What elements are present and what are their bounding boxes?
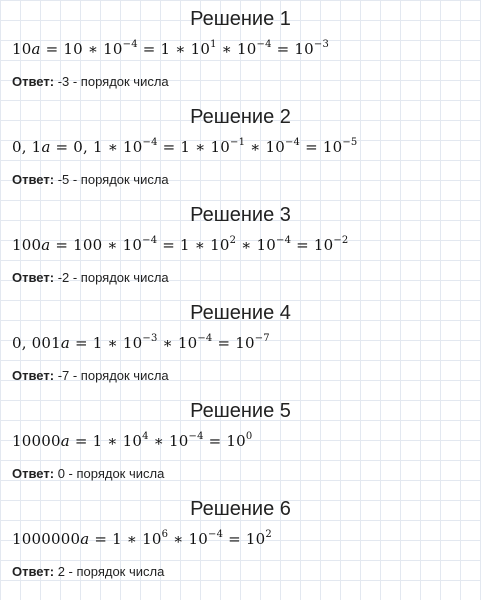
formula-exponent: −3 <box>142 333 158 344</box>
formula-text: = 1 ∗ 10 <box>70 334 143 352</box>
formula-exponent: −4 <box>142 235 158 246</box>
formula-variable: a <box>41 236 51 254</box>
formula-exponent: −3 <box>313 39 330 50</box>
formula-variable: a <box>31 40 41 58</box>
solution-title: Решение 6 <box>190 498 291 520</box>
formula-text: = 10 <box>223 530 266 548</box>
formula-text: 100 <box>12 236 42 254</box>
solution-title: Решение 5 <box>190 400 291 422</box>
answer-suffix: - порядок числа <box>69 368 169 383</box>
formula-text: = 0, 1 ∗ 10 <box>50 138 143 156</box>
formula-text: 10 <box>12 40 32 58</box>
solution-1 <box>0 6 481 104</box>
answer-value: 2 <box>57 564 65 579</box>
answer-line <box>12 368 169 383</box>
answer-label: Ответ: <box>12 564 55 579</box>
formula-text: 0, 1 <box>12 138 42 156</box>
formula-variable: a <box>60 334 71 352</box>
formula-exponent: 2 <box>265 529 272 540</box>
answer-suffix: - порядок числа <box>64 466 165 481</box>
formula-exponent: −1 <box>229 137 246 148</box>
solution-formula <box>12 236 349 254</box>
answer-line <box>12 564 164 579</box>
formula-exponent: −5 <box>342 137 358 148</box>
formula-text: 0, 001 <box>12 334 61 352</box>
answer-suffix: - порядок числа <box>69 270 169 285</box>
formula-text: = 1 ∗ 10 <box>89 530 162 548</box>
answer-line <box>12 74 169 89</box>
answer-line <box>12 270 169 285</box>
formula-exponent: −4 <box>188 431 204 442</box>
formula-variable: a <box>80 530 90 548</box>
formula-text: ∗ 10 <box>236 236 276 254</box>
formula-text: = 10 <box>203 432 246 450</box>
formula-text: 1000000 <box>12 530 81 548</box>
formula-variable: a <box>60 432 70 450</box>
formula-exponent: −4 <box>256 39 272 50</box>
answer-suffix: - порядок числа <box>64 564 165 579</box>
formula-exponent: −7 <box>254 333 270 344</box>
solution-formula <box>12 432 252 450</box>
formula-exponent: 1 <box>210 39 217 50</box>
answer-value: -3 <box>57 74 70 89</box>
formula-text: = 1 ∗ 10 <box>157 138 230 156</box>
formula-text: = 1 ∗ 10 <box>137 40 211 58</box>
formula-text: = 10 <box>291 236 334 254</box>
formula-text: ∗ 10 <box>148 432 189 450</box>
formula-text: = 100 ∗ 10 <box>50 236 143 254</box>
formula-exponent: 2 <box>229 235 237 246</box>
answer-label: Ответ: <box>12 466 55 481</box>
formula-exponent: −4 <box>208 529 224 540</box>
solution-title: Решение 3 <box>190 204 291 226</box>
formula-text: = 1 ∗ 10 <box>157 236 230 254</box>
formula-text: 10000 <box>12 432 61 450</box>
answer-label: Ответ: <box>12 270 55 285</box>
formula-exponent: −2 <box>333 235 349 246</box>
formula-exponent: −4 <box>197 333 213 344</box>
formula-variable: a <box>41 138 51 156</box>
solution-formula <box>12 334 270 352</box>
formula-text: ∗ 10 <box>157 334 198 352</box>
formula-exponent: −4 <box>284 137 301 148</box>
formula-exponent: −4 <box>142 137 158 148</box>
formula-text: ∗ 10 <box>245 138 285 156</box>
formula-text: = 10 <box>212 334 255 352</box>
solution-3 <box>0 202 481 300</box>
answer-label: Ответ: <box>12 74 55 89</box>
solution-formula <box>12 138 357 156</box>
formula-text: = 10 <box>300 138 343 156</box>
formula-text: = 10 ∗ 10 <box>40 40 123 58</box>
answer-line <box>12 466 164 481</box>
answer-value: 0 <box>57 466 65 481</box>
formula-exponent: 4 <box>142 431 149 442</box>
answer-value: -7 <box>57 368 70 383</box>
answer-label: Ответ: <box>12 172 55 187</box>
solution-4 <box>0 300 481 398</box>
solution-6 <box>0 496 481 594</box>
formula-text: = 10 <box>271 40 314 58</box>
formula-exponent: 6 <box>161 529 169 540</box>
formula-exponent: −4 <box>275 235 292 246</box>
formula-exponent: −4 <box>122 39 138 50</box>
solution-formula <box>12 40 329 58</box>
formula-text: = 1 ∗ 10 <box>69 432 143 450</box>
solution-formula <box>12 530 272 548</box>
formula-exponent: 0 <box>245 431 253 442</box>
solution-title: Решение 1 <box>190 8 291 30</box>
solution-title: Решение 4 <box>190 302 291 324</box>
answer-value: -5 <box>57 172 70 187</box>
solution-5 <box>0 398 481 496</box>
solution-2 <box>0 104 481 202</box>
answer-line <box>12 172 169 187</box>
answer-value: -2 <box>57 270 70 285</box>
formula-text: ∗ 10 <box>216 40 257 58</box>
answer-suffix: - порядок числа <box>69 74 169 89</box>
answer-label: Ответ: <box>12 368 55 383</box>
solution-title: Решение 2 <box>190 106 291 128</box>
formula-text: ∗ 10 <box>168 530 209 548</box>
answer-suffix: - порядок числа <box>69 172 169 187</box>
